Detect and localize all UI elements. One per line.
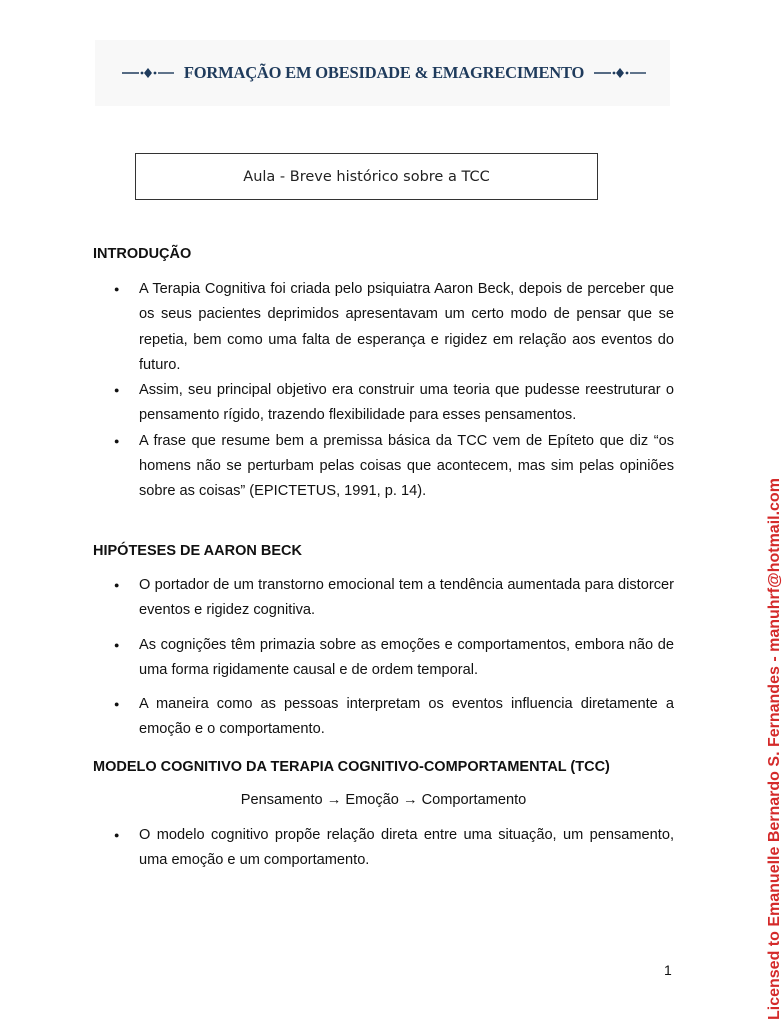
- flourish-ornament-right-icon: [594, 67, 646, 79]
- list-item: ● A maneira como as pessoas interpretam os eventos influencia diretamente a emoção e o comportamento.: [93, 692, 674, 743]
- list-item: ● As cognições têm primazia sobre as emoções e comportamentos, embora não de uma forma rigidamente causal e de ordem temporal.: [93, 633, 674, 684]
- lesson-title-box: [135, 153, 598, 200]
- lesson-title: Aula - Breve histórico sobre a TCC: [243, 168, 490, 185]
- hypotheses-list: [93, 573, 674, 743]
- document-header: [0, 56, 768, 90]
- list-item: ● O modelo cognitivo propõe relação direta entre uma situação, um pensamento, uma emoção e um comportamento.: [93, 823, 674, 874]
- list-item: ● A Terapia Cognitiva foi criada pelo psiquiatra Aaron Beck, depois de perceber que os seus pacientes deprimidos apresentavam um certo modo de pensar que se repetia, bem como uma falta de esperança e rigidez em relação aos eventos do futuro.: [93, 277, 674, 378]
- list-item: ● A frase que resume bem a premissa básica da TCC vem de Epíteto que diz “os homens não se perturbam pelas coisas que acontecem, mas sim pelas opiniões sobre as coisas” (EPICTETUS, 1991, p. 14).: [93, 429, 674, 505]
- list-item: ● O portador de um transtorno emocional tem a tendência aumentada para distorcer eventos e rigidez cognitiva.: [93, 573, 674, 624]
- list-item: ● Assim, seu principal objetivo era construir uma teoria que pudesse reestruturar o pensamento rígido, trazendo flexibilidade para esses pensamentos.: [93, 378, 674, 429]
- page-number: 1: [664, 962, 672, 978]
- section-heading-hypotheses: HIPÓTESES DE AARON BECK: [93, 543, 302, 559]
- intro-list: [93, 277, 674, 505]
- flourish-ornament-left-icon: [122, 67, 174, 79]
- section-heading-model: MODELO COGNITIVO DA TERAPIA COGNITIVO-COMPORTAMENTAL (TCC): [93, 759, 610, 775]
- cognitive-model-flow: Pensamento → Emoção → Comportamento: [240, 792, 527, 808]
- section-heading-intro: INTRODUÇÃO: [93, 246, 192, 262]
- license-watermark: Licensed to Emanuelle Bernardo S. Fernandes - manuhrf@hotmail.com: [766, 478, 783, 1020]
- header-title: FORMAÇÃO EM OBESIDADE & EMAGRECIMENTO: [183, 63, 585, 82]
- model-list: [93, 823, 674, 874]
